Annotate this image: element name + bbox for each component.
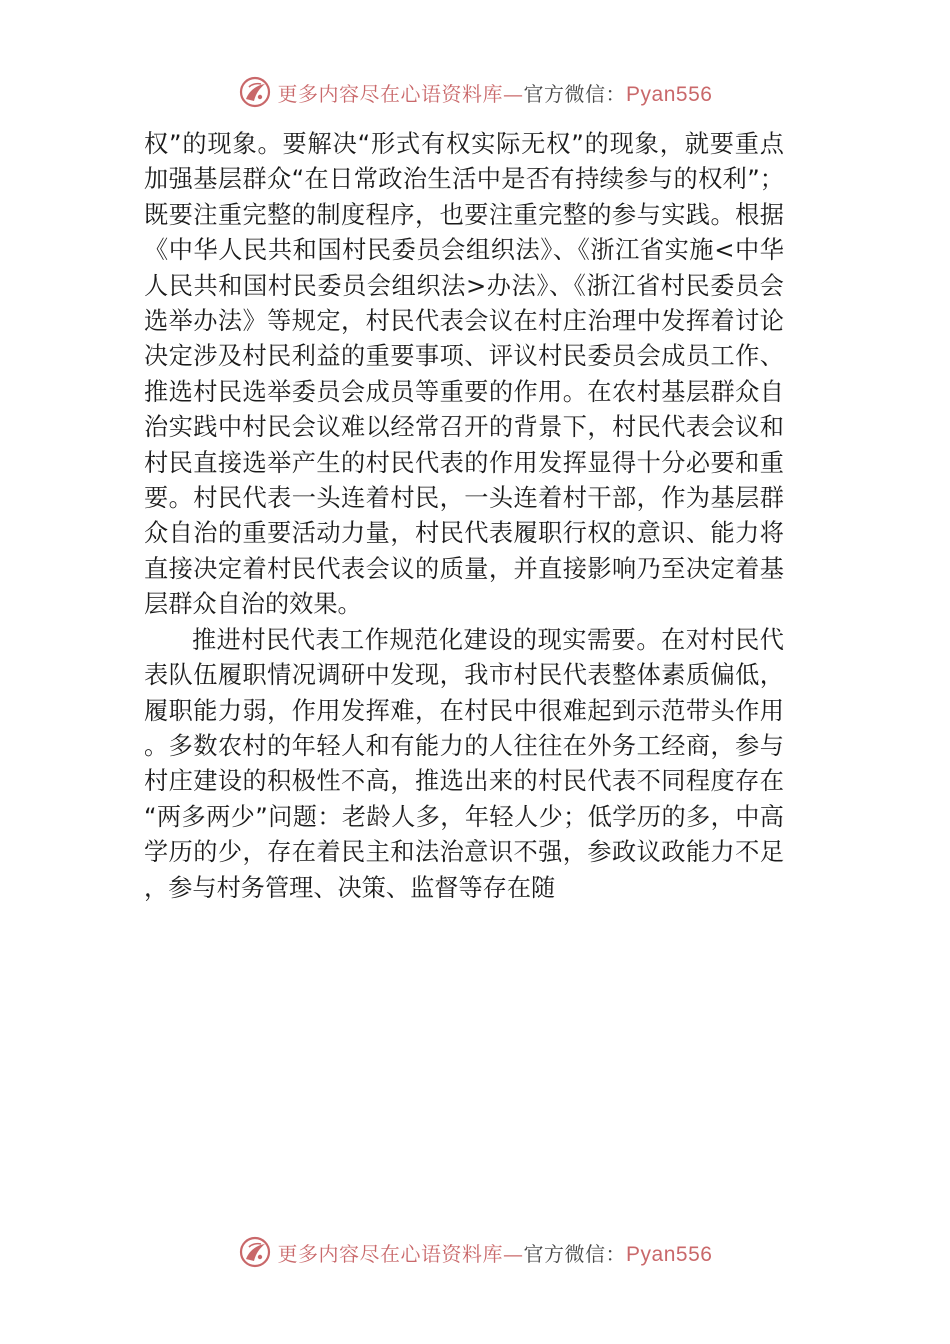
watermark-title: 更多内容尽在心语资料库: [277, 1241, 504, 1266]
watermark-separator: —: [503, 81, 524, 106]
watermark-label: 官方微信：: [523, 81, 627, 106]
document-body: [144, 127, 784, 906]
watermark-label: 官方微信：: [523, 1241, 627, 1266]
header-watermark: [0, 72, 950, 112]
watermark-separator: —: [503, 1241, 524, 1266]
watermark-wechat-id: Pyan556: [626, 82, 713, 106]
brand-logo-icon: [238, 1235, 272, 1269]
footer-watermark: [0, 1232, 950, 1272]
watermark-wechat-id: Pyan556: [626, 1242, 713, 1266]
watermark-text: [278, 1238, 713, 1267]
paragraph-2: 推进村民代表工作规范化建设的现实需要。在对村民代表队伍履职情况调研中发现，我市村民代表整体素质偏低，履职能力弱，作用发挥难，在村民中很难起到示范带头作用。多数农村的年轻人和有能力的人往往在外务工经商，参与村庄建设的积极性不高，推选出来的村民代表不同程度存在“两多两少”问题：老龄人多，年轻人少；低学历的多，中高学历的少，存在着民主和法治意识不强，参政议政能力不足，参与村务管理、决策、监督等存在随: [144, 625, 784, 902]
watermark-title: 更多内容尽在心语资料库: [277, 81, 504, 106]
watermark-text: [278, 78, 713, 107]
brand-logo-icon: [238, 75, 272, 109]
paragraph-1: 权”的现象。要解决“形式有权实际无权”的现象，就要重点加强基层群众“在日常政治生活中是否有持续参与的权利”；既要注重完整的制度程序，也要注重完整的参与实践。根据《中华人民共和国村民委员会组织法》、《浙江省实施<中华人民共和国村民委员会组织法>办法》、《浙江省村民委员会选举办法》等规定，村民代表会议在村庄治理中发挥着讨论决定涉及村民利益的重要事项、评议村民委员会成员工作、推选村民选举委员会成员等重要的作用。在农村基层群众自治实践中村民会议难以经常召开的背景下，村民代表会议和村民直接选举产生的村民代表的作用发挥显得十分必要和重要。村民代表一头连着村民，一头连着村干部，作为基层群众自治的重要活动力量，村民代表履职行权的意识、能力将直接决定着村民代表会议的质量，并直接影响乃至决定着基层群众自治的效果。: [144, 130, 784, 619]
